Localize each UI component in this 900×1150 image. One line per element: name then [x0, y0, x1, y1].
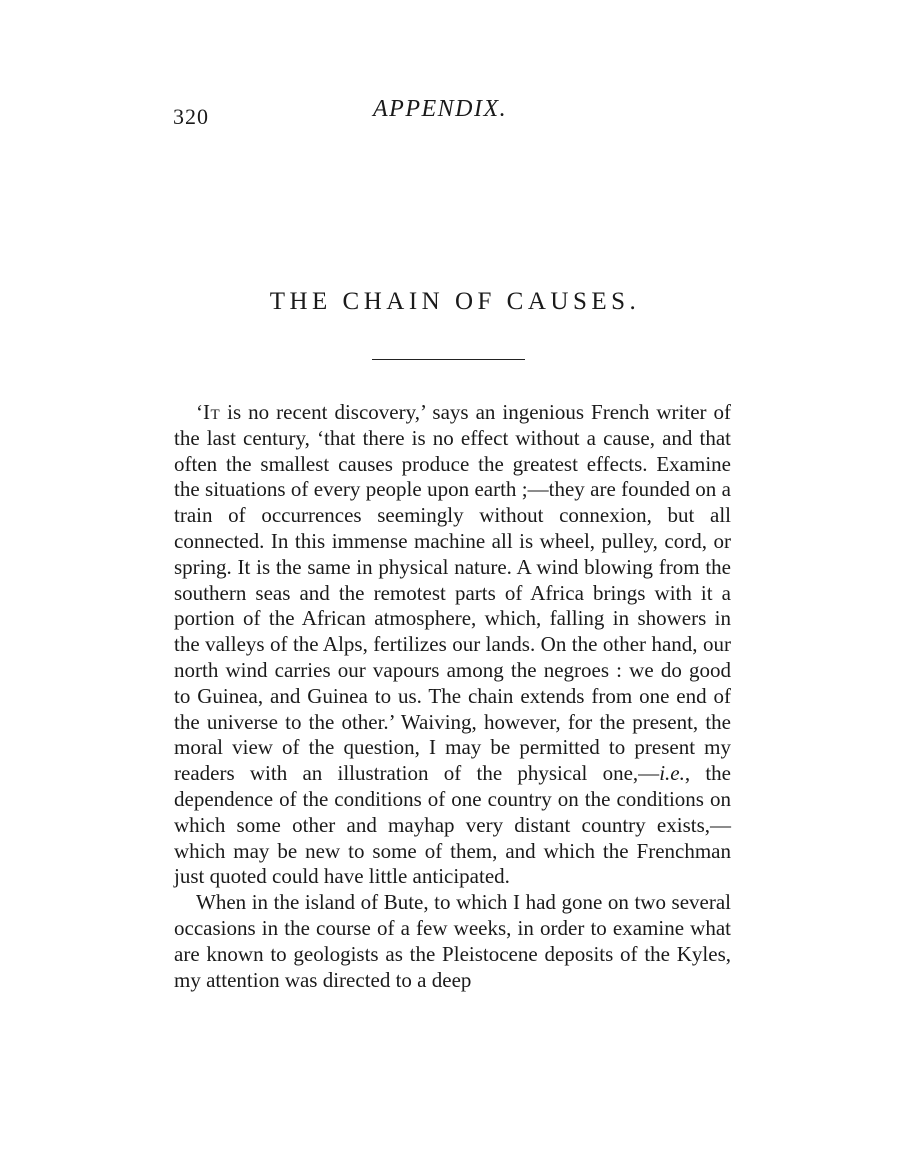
running-head — [0, 96, 900, 132]
paragraph-1-text-a: is no recent discovery,’ says an ingenious French writer of the last century, ‘that there is no effect without a cause, and that often the smallest causes produce the greatest effects. Examine the situations of every people upon earth ;—they are founded on a train of occurrences seemingly without connexion, but all connected. In this immense machine all is wheel, pulley, cord, or spring. It is the same in physical nature. A wind blowing from the southern seas and the remotest parts of Africa brings with it a portion of the African atmosphere, which, falling in showers in the valleys of the Alps, fertilizes our lands. On the other hand, our north wind carries our vapours among the negroes : we do good to Guinea, and Guinea to us. The chain extends from one end of the universe to the other.’ Waiving, however, for the present, the moral view of the question, I may be permitted to present my readers with an illustration of the physical one,— — [174, 400, 731, 786]
running-title: APPENDIX. — [373, 96, 508, 122]
body-text — [174, 400, 731, 993]
title-rule — [372, 359, 525, 360]
small-caps-lead: It — [203, 400, 221, 424]
chapter-title: THE CHAIN OF CAUSES. — [269, 288, 641, 315]
open-quote: ‘ — [196, 400, 203, 424]
paragraph-1 — [174, 400, 731, 890]
page-number: 320 — [173, 104, 209, 129]
paragraph-1-text-b: , the dependence of the conditions of one country on the conditions on which some other and mayhap very distant country exists,—which may be new to some of them, and which the Frenchman just quoted could have little anticipated. — [174, 761, 731, 889]
italic-abbreviation: i.e. — [659, 761, 685, 786]
paragraph-2: When in the island of Bute, to which I had gone on two several occasions in the course of a few weeks, in order to examine what are known to geologists as the Pleistocene deposits of the Kyles, my attention was directed to a deep — [174, 890, 731, 992]
